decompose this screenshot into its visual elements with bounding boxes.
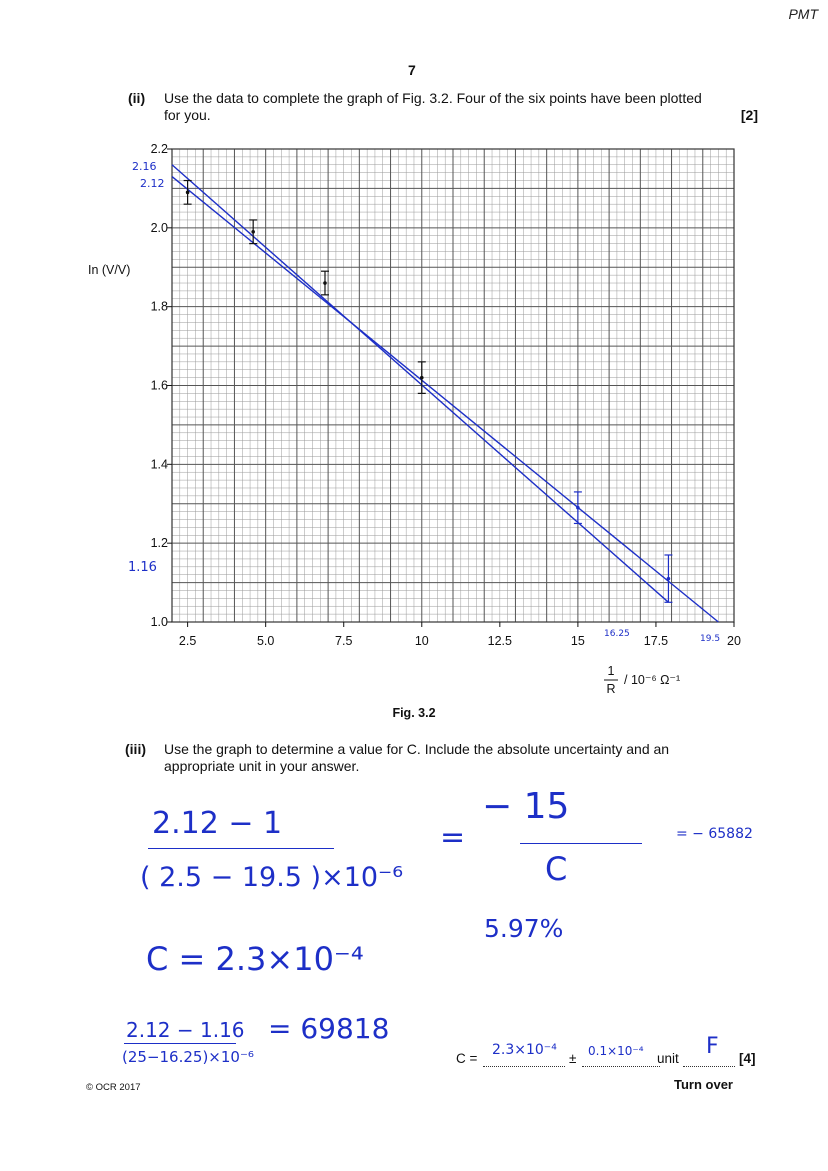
- working-equals: =: [440, 820, 466, 855]
- pmt-label: PMT: [788, 6, 818, 22]
- y-axis-label: In (V/V): [88, 263, 131, 277]
- working-denominator: ( 2.5 − 19.5 )×10⁻⁶: [140, 862, 404, 893]
- part-ii-line1: Use the data to complete the graph of Fig. 3.2. Four of the six points have been plotted: [164, 90, 702, 106]
- x-tick-labels: [179, 634, 741, 648]
- handwritten-y-212: 2.12: [140, 177, 165, 190]
- handwritten-y-116: 1.16: [128, 560, 157, 575]
- working-second-denominator: (25−16.25)×10⁻⁶: [122, 1048, 254, 1066]
- x-unit-rest: / 10⁻⁶ Ω⁻¹: [624, 673, 681, 687]
- point-marker: [186, 191, 190, 195]
- x-tick-label: 17.5: [643, 634, 669, 648]
- x-tick-label: 2.5: [178, 634, 197, 648]
- working-numerator: 2.12 − 1: [152, 806, 283, 841]
- part-iii-line1: Use the graph to determine a value for C. Include the absolute uncertainty and an: [164, 741, 670, 757]
- y-tick-label: 1.2: [150, 536, 168, 551]
- handwritten-x-195: 19.5: [700, 634, 721, 644]
- x-tick-label: 5.0: [256, 634, 275, 648]
- y-tick-label: 1.8: [150, 299, 168, 314]
- best-fit-line-steep: [172, 165, 668, 603]
- x-tick-label: 10: [414, 634, 429, 648]
- working-second-fraction-bar: [124, 1043, 236, 1044]
- part-iii-label: (iii): [125, 741, 146, 757]
- part-ii-label: (ii): [128, 90, 146, 106]
- working-rhs-denominator: C: [545, 850, 568, 888]
- part-ii-marks: [2]: [740, 107, 758, 123]
- working-c-value: C = 2.3×10⁻⁴: [146, 940, 364, 978]
- point-marker: [576, 506, 580, 510]
- working-second-numerator: 2.12 − 1.16: [126, 1018, 245, 1042]
- answer-uncertainty: 0.1×10⁻⁴: [588, 1044, 644, 1058]
- answer-unit-value: F: [706, 1034, 719, 1059]
- part-ii-line2: for you.: [164, 107, 211, 123]
- answer-c-value: 2.3×10⁻⁴: [492, 1042, 557, 1058]
- x-tick-label: 15: [570, 634, 585, 648]
- data-point: [574, 492, 582, 524]
- answer-pm: ±: [569, 1051, 577, 1066]
- answer-marks: [4]: [739, 1051, 756, 1066]
- y-tick-label: 1.6: [150, 378, 168, 393]
- answer-unit-label: unit: [657, 1051, 679, 1066]
- y-tick-label: 2.2: [150, 142, 168, 156]
- turn-over: Turn over: [674, 1077, 733, 1092]
- working-rhs-fraction-bar: [520, 843, 642, 844]
- y-tick-label: 2.0: [150, 220, 168, 235]
- figure-caption: Fig. 3.2: [392, 706, 436, 720]
- x-tick-label: 12.5: [487, 634, 513, 648]
- part-iii-line2: appropriate unit in your answer.: [164, 758, 360, 774]
- page-number: 7: [408, 62, 416, 78]
- answer-c-label: C =: [456, 1051, 478, 1066]
- x-unit-denominator: R: [606, 682, 616, 696]
- x-tick-label: 20: [727, 634, 741, 648]
- handwritten-x-1625: 16.25: [604, 629, 630, 639]
- handwritten-y-216: 2.16: [132, 160, 157, 173]
- working-second-result: = 69818: [268, 1012, 390, 1045]
- point-marker: [323, 281, 327, 285]
- y-tick-label: 1.4: [150, 457, 168, 472]
- point-marker: [251, 230, 255, 234]
- working-rhs-numerator: − 15: [482, 786, 570, 827]
- copyright: © OCR 2017: [86, 1082, 141, 1093]
- point-marker: [667, 577, 671, 581]
- x-tick-label: 7.5: [335, 634, 353, 648]
- x-unit-numerator: 1: [607, 664, 615, 678]
- working-side-value: = − 65882: [676, 826, 753, 842]
- working-percent: 5.97%: [484, 914, 564, 943]
- y-tick-labels: [151, 142, 168, 629]
- point-marker: [420, 376, 424, 380]
- working-fraction-bar: [148, 848, 334, 849]
- y-tick-label: 1.0: [150, 615, 168, 629]
